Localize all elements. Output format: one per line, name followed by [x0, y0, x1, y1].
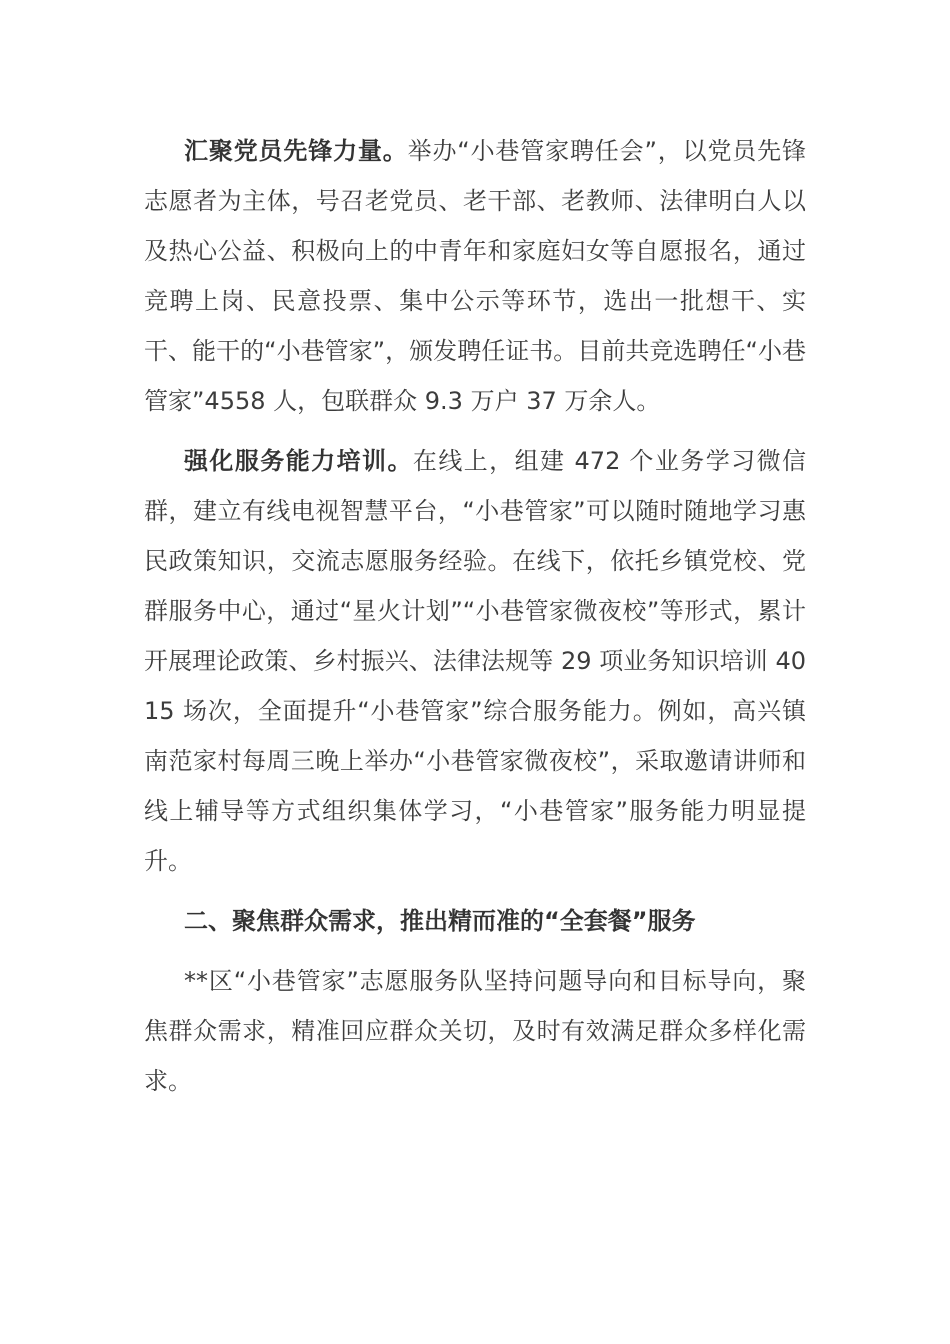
- paragraph-lead-title: 强化服务能力培训。: [184, 447, 413, 475]
- paragraph-text: 举办“小巷管家聘任会”，以党员先锋志愿者为主体，号召老党员、老干部、老教师、法律明白人以及热心公益、积极向上的中青年和家庭妇女等自愿报名，通过竞聘上岗、民意投票、集中公示等环节，选出一批想干、实干、能干的“小巷管家”，颁发聘任证书。目前共竞选聘任“小巷管家”4558 人，包联群众 9.3 万户 37 万余人。: [144, 137, 806, 415]
- document-body: [144, 126, 806, 1116]
- paragraph-closing: **区“小巷管家”志愿服务队坚持问题导向和目标导向，聚焦群众需求，精准回应群众关切，及时有效满足群众多样化需求。: [144, 967, 806, 1095]
- paragraph-lead-title: 汇聚党员先锋力量。: [184, 137, 408, 165]
- paragraph-party-vanguard: [144, 126, 806, 426]
- section-heading: 二、聚焦群众需求，推出精而准的“全套餐”服务: [184, 907, 696, 935]
- paragraph-service-training: [144, 436, 806, 886]
- paragraph-text: 在线上，组建 472 个业务学习微信群，建立有线电视智慧平台，“小巷管家”可以随时随地学习惠民政策知识，交流志愿服务经验。在线下，依托乡镇党校、党群服务中心，通过“星火计划”“小巷管家微夜校”等形式，累计开展理论政策、乡村振兴、法律法规等 29 项业务知识培训 4015 场次，全面提升“小巷管家”综合服务能力。例如，高兴镇南范家村每周三晚上举办“小巷管家微夜校”，采取邀请讲师和线上辅导等方式组织集体学习，“小巷管家”服务能力明显提升。: [144, 447, 806, 875]
